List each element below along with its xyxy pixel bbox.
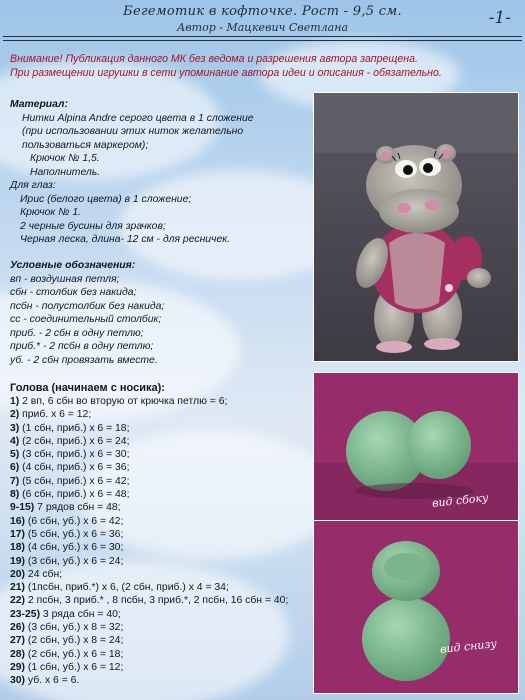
warning-line-1: Внимание! Публикация данного МК без ведома и разрешения автора запрещена. [10,53,418,65]
row-number: 20) [10,568,26,580]
warning-line-2: При размещении игрушки в сети упоминание автора идеи и описания - обязательно. [10,67,442,79]
row-text: 2 вп, 6 сбн во вторую от крючка петлю = 6; [19,396,228,407]
row-text: 7 рядов сбн = 48; [34,502,121,514]
materials-line: Нитки Alpina Andre серого цвета в 1 сложение [22,112,254,124]
row-number: 26) [10,622,26,634]
instruction-row [10,475,320,488]
row-number: 8) [10,489,20,501]
row-text: (3 сбн, приб.) х 6 = 30; [19,449,130,461]
row-number: 7) [10,475,20,487]
author-line: Автор - Мацкевич Светлана [176,21,349,34]
instruction-row [10,488,320,501]
row-text: (6 сбн, приб.) х 6 = 48; [19,489,130,501]
eyes-line: Крючок № 1. [20,207,82,218]
legend-item: сс - соединительный столбик; [10,314,162,325]
row-number: 23-25) [10,608,41,620]
legend-item: приб.* - 2 псбн в одну петлю; [10,341,154,352]
legend-item: приб. - 2 сбн в одну петлю; [10,327,144,339]
instruction-row [10,461,320,474]
instruction-row [10,594,320,607]
row-text: уб. х 6 = 6. [25,675,80,687]
row-text: (4 сбн, приб.) х 6 = 36; [19,462,130,474]
head-heading: Голова (начинаем с носика): [10,382,165,394]
row-number: 3) [10,422,20,434]
page-title: Бегемотик в кофточке. Рост - 9,5 см. [123,4,402,19]
instruction-row [10,515,320,528]
row-text: (5 сбн, приб.) х 6 = 42; [19,475,130,487]
caption-side-view: вид сбоку [431,491,489,510]
row-number: 27) [10,635,26,647]
toy-head-bottom-illustration [314,521,518,693]
row-text: (3 сбн, уб.) х 6 = 24; [25,555,124,567]
row-text: приб. х 6 = 12; [19,409,92,421]
eyes-line: Черная леска, длина- 12 см - для ресничек. [20,234,231,245]
row-text: (5 сбн, уб.) х 6 = 36; [25,528,124,540]
row-number: 4) [10,435,20,447]
row-number: 19) [10,555,26,567]
eyes-line: 2 черные бусины для зрачков; [20,220,166,232]
eyes-heading: Для глаз: [10,180,56,191]
head-instructions [10,381,320,688]
legend-heading: Условные обозначения: [10,260,136,271]
row-number: 6) [10,462,20,474]
row-number: 29) [10,661,26,673]
instruction-row [10,435,320,448]
instruction-row [10,501,320,514]
row-number: 5) [10,449,20,461]
toy-photo-front [313,92,519,362]
instruction-row [10,528,320,541]
instruction-row [10,608,320,621]
instruction-row [10,648,320,661]
row-number: 22) [10,595,26,607]
instruction-row [10,568,320,581]
legend-item: вп - воздушная петля; [10,273,120,285]
row-text: (2 сбн, уб.) х 8 = 24; [25,635,124,647]
materials-heading: Материал: [10,99,68,110]
materials-line: Наполнитель. [30,166,101,178]
materials-line: (при использовании этих ниток желательно [22,126,244,137]
instruction-row [10,395,320,408]
instruction-row [10,674,320,687]
instruction-row [10,634,320,647]
row-number: 16) [10,515,26,527]
instruction-row [10,581,320,594]
row-number: 21) [10,582,26,594]
row-list [10,395,320,688]
legend-item: уб. - 2 сбн провязать вместе. [10,354,158,366]
row-number: 2) [10,409,20,421]
row-text: (2 сбн, уб.) х 6 = 18; [25,648,124,660]
row-text: (2 сбн, приб.) х 6 = 24; [19,435,130,447]
row-text: (4 сбн, уб.) х 6 = 30; [25,542,124,554]
row-number: 18) [10,542,26,554]
row-number: 28) [10,648,26,660]
materials-line: пользоваться маркером); [22,139,149,151]
instruction-row [10,621,320,634]
instruction-row [10,661,320,674]
toy-front-illustration [314,93,518,361]
toy-photo-bottom [313,520,519,694]
copyright-warning [10,52,515,80]
header-divider [3,36,522,41]
instruction-row [10,422,320,435]
materials-line: Крючок № 1,5. [30,153,100,164]
row-text: (3 сбн, уб.) х 8 = 32; [25,622,124,634]
legend-item: сбн - столбик без накида; [10,287,137,298]
row-number: 30) [10,675,26,687]
row-text: (1псбн, приб.*) х 6, (2 сбн, приб.) х 4 = 34; [25,582,229,594]
row-text: (6 сбн, уб.) х 6 = 42; [25,515,124,527]
row-text: (1 сбн, приб.) х 6 = 18; [19,422,130,434]
row-number: 9-15) [10,502,35,514]
row-number: 1) [10,396,20,407]
eyes-line: Ирис (белого цвета) в 1 сложение; [20,193,192,205]
page-number: -1- [488,8,511,28]
row-text: (1 сбн, уб.) х 6 = 12; [25,661,124,673]
instruction-row [10,448,320,461]
instruction-row [10,541,320,554]
row-text: 2 псбн, 3 приб.* , 8 псбн, 3 приб.*, 2 псбн, 16 сбн = 40; [25,595,289,607]
row-number: 17) [10,528,26,540]
instruction-row [10,408,320,421]
caption-bottom-view: вид снизу [439,637,498,656]
legend-item: псбн - полустолбик без накида; [10,300,165,312]
materials-section [10,98,254,247]
legend-section [10,259,164,367]
instruction-row [10,555,320,568]
row-text: 3 ряда сбн = 40; [40,608,121,620]
row-text: 24 сбн; [25,568,63,580]
